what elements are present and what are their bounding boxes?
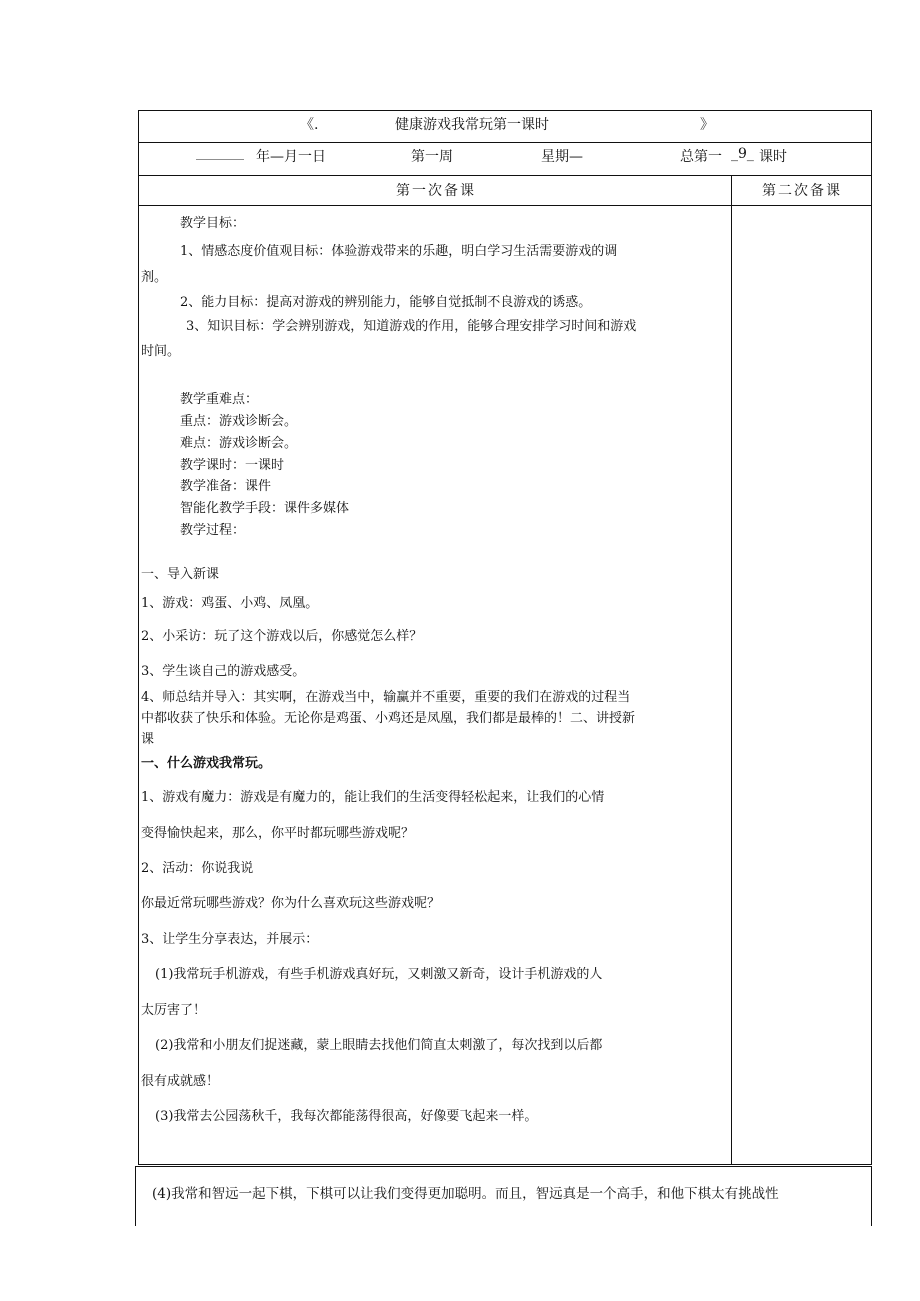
table-left-border [138, 110, 139, 1165]
intro-item-3: 3、学生谈自己的游戏感受。 [141, 664, 306, 679]
total-number: _9_ [731, 146, 754, 162]
goals-title: 教学目标： [180, 216, 246, 231]
key-point: 重点：游戏诊断会。 [180, 414, 298, 429]
intro-item-1: 1、游戏：鸡蛋、小鸡、凤凰。 [141, 596, 319, 611]
lesson-title: 健康游戏我常玩第一课时 [395, 117, 549, 133]
week-label: 第一周 [411, 149, 453, 165]
difficult-point: 难点：游戏诊断会。 [180, 436, 298, 451]
date-blank: ________ [196, 146, 244, 160]
games-item-1-line-1: 1、游戏有魔力：游戏是有魔力的，能让我们的生活变得轻松起来，让我们的心情 [141, 790, 605, 805]
games-item-2-question: 你最近常玩哪些游戏？你为什么喜欢玩这些游戏呢？ [141, 896, 441, 911]
goal-1-line-2: 剂。 [141, 270, 168, 285]
second-table-right-border [871, 1166, 872, 1226]
example-4: (4)我常和智远一起下棋，下棋可以让我们变得更加聪明。而且，智远真是一个高手，和他下棋太有挑战性 [152, 1186, 779, 1202]
example-2-line-1: (2)我常和小朋友们捉迷藏，蒙上眼睛去找他们简直太刺激了，每次找到以后都 [155, 1038, 603, 1053]
goal-1-line-1: 1、情感态度价值观目标：体验游戏带来的乐趣，明白学习生活需要游戏的调 [180, 244, 618, 259]
total-suffix: 课时 [759, 149, 787, 165]
date-row-bottom-border [138, 175, 872, 176]
total-prefix: 总第一 [680, 149, 722, 165]
teaching-hours: 教学课时：一课时 [180, 458, 285, 473]
section-intro: 一、导入新课 [141, 567, 220, 582]
second-table-left-border [135, 1166, 136, 1226]
teaching-prep: 教学准备：课件 [180, 479, 272, 494]
games-item-3: 3、让学生分享表达，并展示： [141, 932, 319, 947]
example-3: (3)我常去公园荡秋千，我每次都能荡得很高，好像要飞起来一样。 [155, 1109, 538, 1124]
first-prep-header: 第一次备课 [396, 183, 476, 199]
table-right-border [871, 110, 872, 1165]
goal-2: 2、能力目标：提高对游戏的辨别能力，能够自觉抵制不良游戏的诱惑。 [180, 295, 592, 310]
key-difficult-title: 教学重难点： [180, 392, 259, 407]
intro-item-4-line-1: 4、师总结并导入：其实啊，在游戏当中，输赢并不重要，重要的我们在游戏的过程当 [141, 690, 631, 705]
title-open-bracket: 《. [300, 117, 319, 133]
title-row-bottom-border [138, 142, 872, 143]
second-table-top-border [135, 1166, 872, 1167]
column-divider [731, 175, 732, 1165]
intro-item-4-line-2: 中都收获了快乐和体验。无论你是鸡蛋、小鸡还是凤凰，我们都是最棒的！二、讲授新 [141, 711, 636, 726]
example-1-line-1: (1)我常玩手机游戏，有些手机游戏真好玩，又刺激又新奇，设计手机游戏的人 [155, 967, 603, 982]
title-close-bracket: 》 [700, 117, 714, 133]
weekday-label: 星期— [541, 149, 583, 165]
example-2-line-2: 很有成就感！ [141, 1074, 220, 1089]
games-item-2: 2、活动：你说我说 [141, 861, 254, 876]
second-prep-header: 第二次备课 [762, 183, 842, 199]
table-top-border [138, 110, 872, 111]
table-bottom-border [138, 1164, 872, 1165]
date-text: 年—月一日 [256, 149, 326, 165]
teaching-process: 教学过程： [180, 523, 246, 538]
games-item-1-line-2: 变得愉快起来，那么，你平时都玩哪些游戏呢？ [141, 826, 415, 841]
column-header-bottom-border [138, 205, 872, 206]
intro-item-2: 2、小采访：玩了这个游戏以后，你感觉怎么样？ [141, 629, 423, 644]
smart-teaching-means: 智能化教学手段：课件多媒体 [180, 501, 350, 516]
intro-item-4-line-3: 课 [141, 732, 155, 747]
section-what-games: 一、什么游戏我常玩。 [141, 756, 272, 771]
example-1-line-2: 太厉害了！ [141, 1003, 207, 1018]
goal-3-line-2: 时间。 [141, 344, 181, 359]
goal-3-line-1: 3、知识目标：学会辨别游戏，知道游戏的作用，能够合理安排学习时间和游戏 [186, 319, 637, 334]
